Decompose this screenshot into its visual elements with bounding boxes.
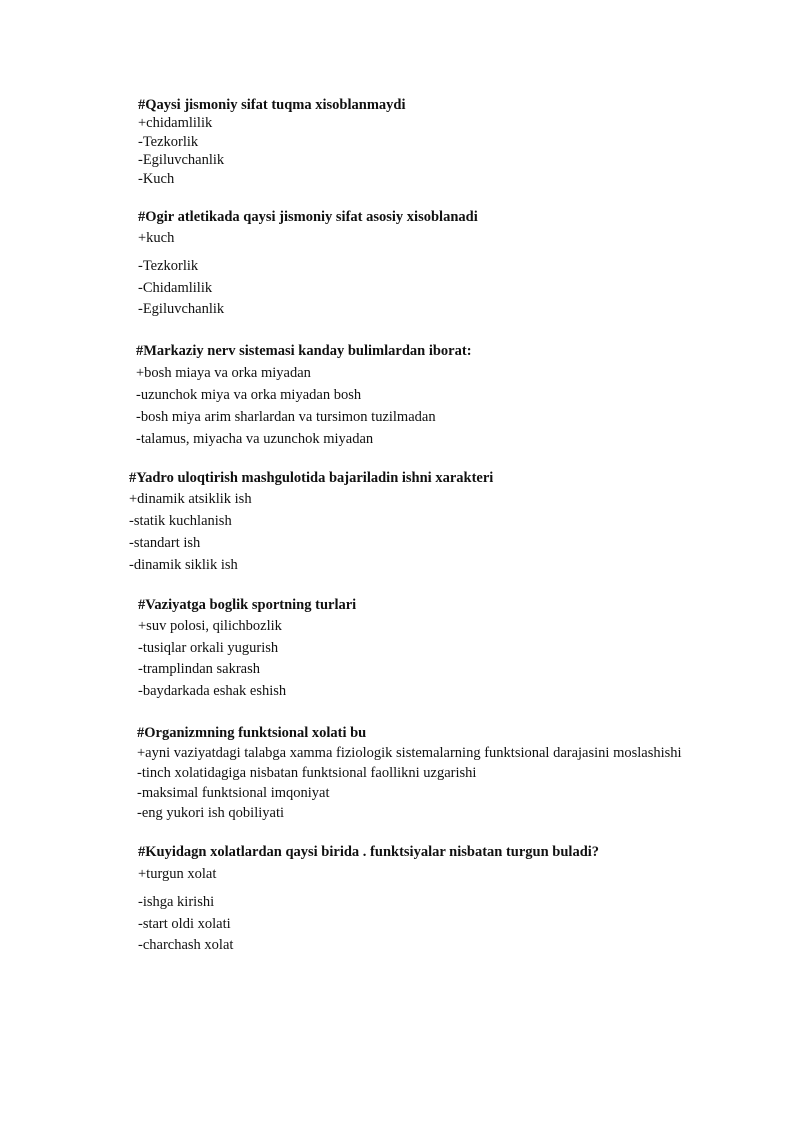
answer-option: -charchash xolat: [138, 937, 234, 953]
question-title: #Qaysi jismoniy sifat tuqma xisoblanmaydi: [138, 97, 406, 113]
question-title: #Organizmning funktsional xolati bu: [137, 725, 367, 741]
answer-option: -standart ish: [129, 535, 201, 551]
answer-option: -statik kuchlanish: [129, 513, 232, 529]
answer-option: -Kuch: [138, 170, 175, 187]
question-block: [136, 342, 472, 450]
answer-option: +kuch: [138, 230, 175, 246]
question-title: #Yadro uloqtirish mashgulotida bajariladin ishni xarakteri: [129, 470, 494, 486]
answer-option: -Egiluvchanlik: [138, 152, 225, 168]
question-title: #Markaziy nerv sistemasi kanday bulimlardan iborat:: [136, 343, 472, 359]
answer-option: +chidamlilik: [138, 115, 213, 131]
answer-option: -Tezkorlik: [138, 133, 199, 150]
answer-option: -Tezkorlik: [138, 258, 199, 274]
answer-option: -uzunchok miya va orka miyadan bosh: [136, 387, 362, 403]
answer-option: +turgun xolat: [138, 866, 217, 882]
question-title: #Vaziyatga boglik sportning turlari: [138, 597, 357, 613]
answer-option: -bosh miya arim sharlardan va tursimon tuzilmadan: [136, 409, 436, 425]
answer-option: -start oldi xolati: [138, 915, 231, 932]
question-block: [138, 96, 406, 188]
answer-option: +bosh miaya va orka miyadan: [136, 365, 311, 381]
answer-option: -Chidamlilik: [138, 279, 213, 296]
answer-option: -tusiqlar orkali yugurish: [138, 639, 279, 656]
answer-option: -baydarkada eshak eshish: [138, 682, 287, 699]
answer-option: -Egiluvchanlik: [138, 301, 225, 317]
answer-option: -dinamik siklik ish: [129, 557, 238, 573]
question-block: [137, 724, 682, 823]
answer-option: -maksimal funktsional imqoniyat: [137, 785, 330, 801]
answer-option: -eng yukori ish qobiliyati: [137, 805, 284, 821]
question-block: [129, 469, 493, 576]
answer-option: +suv polosi, qilichbozlik: [138, 618, 282, 634]
answer-option: +ayni vaziyatdagi talabga xamma fiziologik sistemalarning funktsional darajasini moslashishi: [137, 745, 682, 761]
question-title: #Kuyidagn xolatlardan qaysi birida . funktsiyalar nisbatan turgun buladi?: [138, 844, 600, 860]
question-block: [138, 843, 599, 957]
answer-option: +dinamik atsiklik ish: [129, 491, 252, 507]
question-block: [138, 208, 478, 321]
answer-option: -tramplindan sakrash: [138, 661, 261, 677]
question-title: #Ogir atletikada qaysi jismoniy sifat asosiy xisoblanadi: [138, 209, 478, 225]
answer-option: -ishga kirishi: [138, 894, 215, 910]
answer-option: -talamus, miyacha va uzunchok miyadan: [136, 431, 374, 447]
answer-option: -tinch xolatidagiga nisbatan funktsional faollikni uzgarishi: [137, 765, 477, 781]
question-block: [138, 596, 356, 702]
